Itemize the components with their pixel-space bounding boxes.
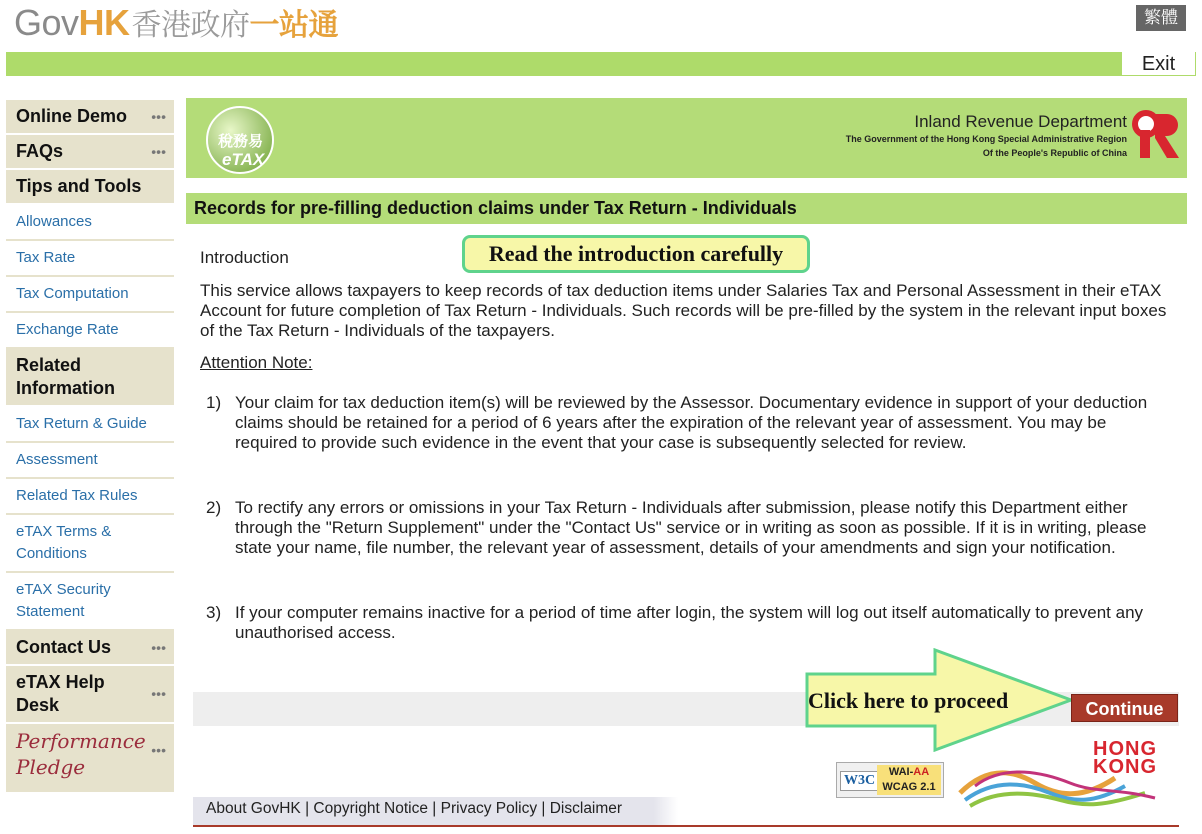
sidebar-item-label: Online Demo [16, 106, 128, 126]
introduction-text: This service allows taxpayers to keep records of tax deduction items under Salaries Tax and Personal Assessment in their eTAX Account for future completion of Tax Return - Individuals. Such records will be pre-filled by the system in the relevant input boxes of the Tax Return - Individuals of the taxpayers. [200, 281, 1167, 340]
sidebar-item-performance-pledge[interactable] [6, 724, 174, 792]
sidebar-item-tax-rate[interactable]: Tax Rate [6, 241, 174, 277]
sidebar-item-etax-security[interactable]: eTAX Security Statement [6, 573, 174, 631]
sidebar-item-exchange-rate[interactable]: Exchange Rate [6, 313, 174, 349]
etax-logo-en: eTAX [222, 150, 265, 169]
logo-cn-text: 香港政府 [131, 8, 250, 43]
logo-hk-text: HK [78, 2, 130, 43]
ird-name: Inland Revenue Department [914, 112, 1127, 131]
sidebar-item-faqs[interactable] [6, 135, 174, 170]
wcag-text: WCAG 2.1 [882, 781, 936, 793]
sidebar-section-tips-and-tools: Tips and Tools [6, 170, 174, 205]
footer-divider [193, 825, 1179, 827]
wcag-badge[interactable] [836, 762, 944, 798]
brand-hong-kong-logo [955, 738, 1165, 812]
govhk-logo[interactable] [14, 0, 339, 43]
sidebar-item-label: FAQs [16, 141, 64, 161]
callout-read-introduction: Read the introduction carefully [462, 235, 810, 273]
hong-text: HONG [1093, 738, 1157, 760]
pledge-line-1: Performance [16, 729, 146, 753]
note-item [206, 498, 1171, 558]
note-text: To rectify any errors or omissions in your Tax Return - Individuals after submission, please notify this Department either through the "Return Supplement" under the "Contact Us" service or in writing as soon as possible. If it is in writing, please state your name, file number, the relevant year of assessment, details of your amendments and sign your notification. [235, 498, 1147, 557]
exit-button[interactable]: Exit [1121, 52, 1196, 76]
sidebar-item-label: Contact Us [16, 637, 112, 657]
attention-note-label: Attention Note: [200, 353, 313, 372]
note-number: 2) [206, 498, 222, 517]
note-number: 1) [206, 393, 222, 412]
note-text: If your computer remains inactive for a period of time after login, the system will log out itself automatically to prevent any unauthorised access. [235, 603, 1144, 642]
sidebar [6, 100, 174, 792]
sidebar-item-label: eTAX Help Desk [16, 672, 105, 715]
wai-aa-label [877, 765, 941, 795]
gov-line-1: The Government of the Hong Kong Special Administrative Region [845, 134, 1127, 144]
expand-icon: ••• [151, 685, 166, 702]
sidebar-item-tax-computation[interactable]: Tax Computation [6, 277, 174, 313]
traditional-chinese-button[interactable]: 繁體 [1136, 5, 1186, 31]
ird-ir-logo-icon [1131, 110, 1181, 160]
note-text: Your claim for tax deduction item(s) will be reviewed by the Assessor. Documentary evidence in support of your deduction claims should be retained for a period of 6 years after the expiration of the relevant year of assessment. You may be required to provide such evidence in the event that your case is subsequently selected for review. [235, 393, 1148, 452]
sidebar-item-related-tax-rules[interactable]: Related Tax Rules [6, 479, 174, 515]
etax-banner [186, 98, 1187, 178]
kong-text: KONG [1093, 756, 1157, 778]
sidebar-item-etax-help-desk[interactable] [6, 666, 174, 724]
sidebar-item-assessment[interactable]: Assessment [6, 443, 174, 479]
wai-text: WAI- [888, 766, 914, 778]
logo-cn2-text: 一站通 [249, 8, 339, 43]
sidebar-item-online-demo[interactable] [6, 100, 174, 135]
expand-icon: ••• [151, 108, 166, 124]
top-green-bar [6, 52, 1196, 76]
note-number: 3) [206, 603, 222, 622]
sidebar-item-allowances[interactable]: Allowances [6, 205, 174, 241]
page-title: Records for pre-filling deduction claims under Tax Return - Individuals [186, 192, 1187, 224]
aa-text: AA [913, 766, 930, 778]
continue-button[interactable]: Continue [1071, 694, 1178, 722]
expand-icon: ••• [151, 143, 166, 159]
w3c-logo-text: W3C [840, 771, 879, 791]
expand-icon: ••• [151, 639, 166, 655]
sidebar-item-tax-return-guide[interactable]: Tax Return & Guide [6, 407, 174, 443]
logo-gov-text: Gov [14, 2, 79, 43]
sidebar-item-contact-us[interactable] [6, 631, 174, 666]
footer-links[interactable]: About GovHK | Copyright Notice | Privacy Policy | Disclaimer [193, 797, 678, 825]
ird-title-block [846, 112, 1127, 160]
etax-logo [206, 106, 274, 174]
sidebar-item-etax-terms[interactable]: eTAX Terms & Conditions [6, 515, 174, 573]
note-item [206, 393, 1171, 453]
pledge-line-2: Pledge [16, 755, 86, 779]
gov-line-2: Of the People's Republic of China [982, 148, 1127, 158]
sidebar-section-related-information: Related Information [6, 349, 174, 407]
note-item [206, 603, 1171, 643]
etax-logo-zh: 稅務易 [218, 132, 264, 150]
callout-click-to-proceed: Click here to proceed [808, 688, 1009, 713]
introduction-label: Introduction [200, 248, 289, 267]
expand-icon: ••• [151, 742, 166, 758]
